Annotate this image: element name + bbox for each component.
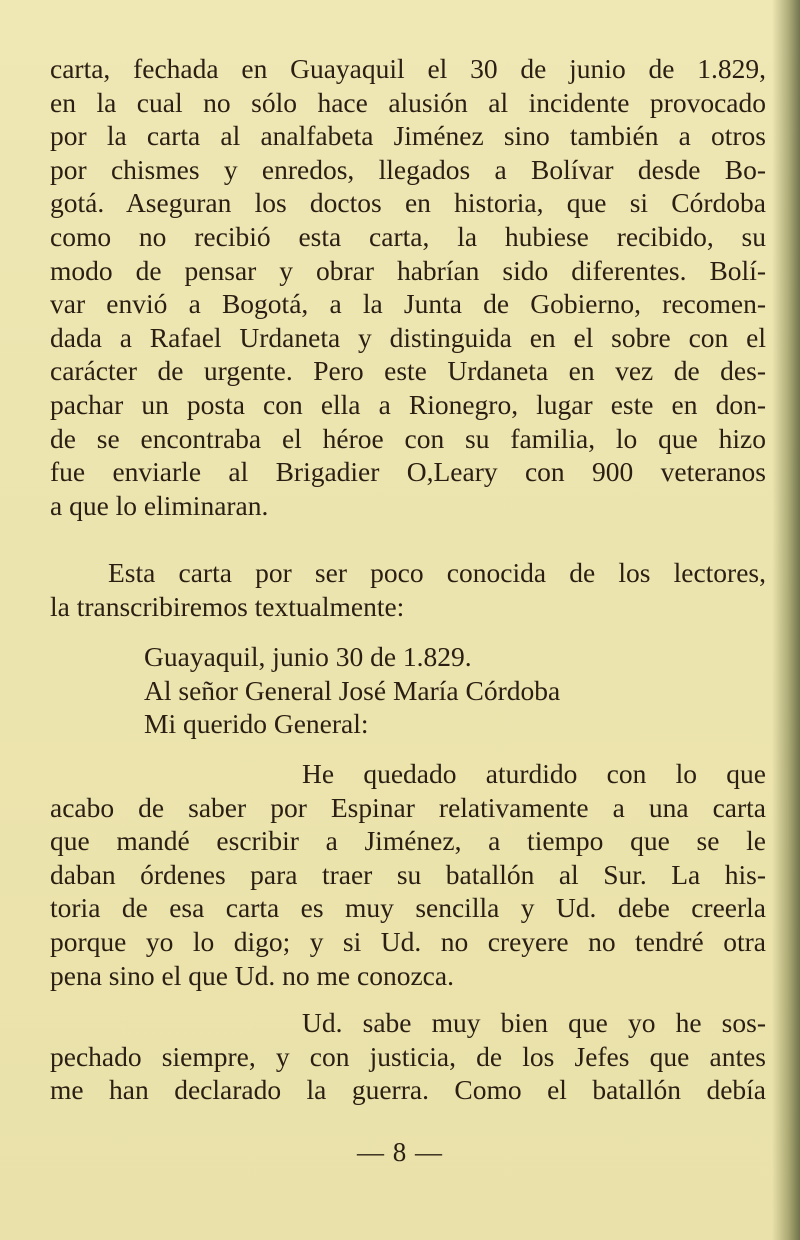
text-line: a que lo eliminaran. <box>50 489 269 521</box>
text-line: He quedado aturdido con lo que <box>302 758 766 789</box>
letter-date-line: Guayaquil, junio 30 de 1.829. <box>144 641 472 672</box>
text-line: carta, fechada en Guayaquil el 30 de junio de 1.829, <box>50 53 766 84</box>
text-line: dada a Rafael Urdaneta y distinguida en el sobre con el <box>50 321 766 353</box>
paragraph-letter-body-2 <box>50 1006 766 1107</box>
text-line: como no recibió esta carta, la hubiese recibido, su <box>50 220 766 252</box>
letter-header <box>144 640 560 741</box>
text-line: acabo de saber por Espinar relativamente a una carta <box>50 791 766 823</box>
text-line: pena sino el que Ud. no me conozca. <box>50 959 454 991</box>
text-line: en la cual no sólo hace alusión al incidente provocado <box>50 86 766 118</box>
text-line: daban órdenes para traer su batallón al Sur. La his- <box>50 858 766 890</box>
text-line: por chismes y enredos, llegados a Bolívar desde Bo- <box>50 153 766 185</box>
page-number: — 8 — <box>357 1137 443 1167</box>
text-line: var envió a Bogotá, a la Junta de Gobierno, recomen- <box>50 288 766 320</box>
text-line: la transcribiremos textualmente: <box>50 590 405 622</box>
text-line: que mandé escribir a Jiménez, a tiempo que se le <box>50 825 766 857</box>
text-line: me han declarado la guerra. Como el batallón debía <box>50 1074 766 1106</box>
text-line: Ud. sabe muy bien que yo he sos- <box>302 1007 766 1038</box>
text-line: por la carta al analfabeta Jiménez sino también a otros <box>50 120 766 152</box>
letter-recipient-line: Al señor General José María Córdoba <box>144 674 561 706</box>
text-line: porque yo lo digo; y si Ud. no creyere no tendré otra <box>50 925 766 957</box>
paragraph-letter-body-1 <box>50 757 766 992</box>
letter-salutation-line: Mi querido General: <box>144 708 369 740</box>
text-line: Esta carta por ser poco conocida de los lectores, <box>108 557 766 588</box>
paragraph-letter-context <box>50 52 766 522</box>
text-line: carácter de urgente. Pero este Urdaneta en vez de des- <box>50 355 766 387</box>
paragraph-transcription-intro <box>50 556 766 623</box>
text-line: gotá. Aseguran los doctos en historia, que si Córdoba <box>50 187 766 219</box>
text-line: toria de esa carta es muy sencilla y Ud. debe creerla <box>50 892 766 924</box>
text-line: de se encontraba el héroe con su familia, lo que hizo <box>50 422 766 454</box>
text-line: pachar un posta con ella a Rionegro, lugar este en don- <box>50 388 766 420</box>
text-line: modo de pensar y obrar habrían sido diferentes. Bolí- <box>50 254 766 286</box>
text-line: pechado siempre, y con justicia, de los Jefes que antes <box>50 1040 766 1072</box>
text-line: fue enviarle al Brigadier O,Leary con 900 veteranos <box>50 456 766 488</box>
